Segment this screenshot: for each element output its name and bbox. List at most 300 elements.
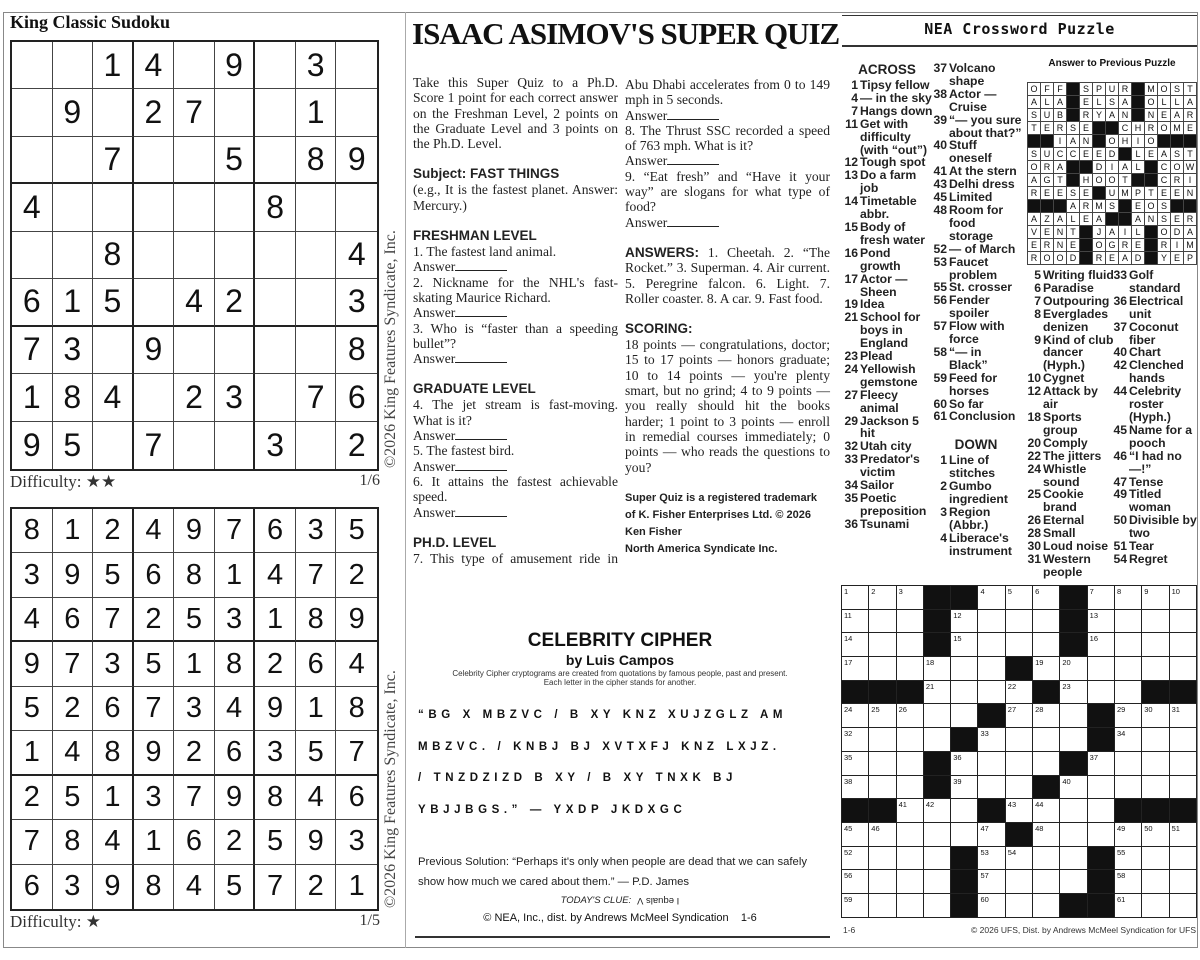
crossword-cell[interactable]: [1170, 633, 1197, 657]
down-clue[interactable]: [930, 532, 1022, 558]
crossword-cell[interactable]: [924, 823, 951, 847]
sudoku-cell: 9: [174, 509, 215, 553]
sudoku-cell[interactable]: [174, 42, 215, 89]
down-clue[interactable]: [1110, 359, 1198, 385]
black-square: [978, 799, 1005, 823]
sudoku-cell: 3: [296, 42, 337, 89]
sudoku-cell[interactable]: [296, 327, 337, 374]
crossword-cell[interactable]: [1033, 847, 1060, 871]
crossword-cell[interactable]: [1006, 847, 1033, 871]
sudoku-cell: 6: [93, 687, 134, 731]
answer-line[interactable]: [413, 351, 618, 366]
crossword-cell[interactable]: [897, 657, 924, 681]
crossword-cell[interactable]: [842, 704, 869, 728]
down-clue[interactable]: [1110, 385, 1198, 424]
crossword-cell[interactable]: [897, 728, 924, 752]
sudoku-cell[interactable]: [255, 232, 296, 279]
crossword-cell[interactable]: [951, 776, 978, 800]
crossword-cell[interactable]: [1142, 657, 1169, 681]
crossword-cell[interactable]: [1088, 586, 1115, 610]
crossword-cell[interactable]: [978, 847, 1005, 871]
answer-cell: N: [1184, 187, 1197, 200]
answer-cell: O: [1041, 252, 1054, 265]
across-clue[interactable]: [841, 389, 933, 415]
clue-text: Writing fluid: [1043, 268, 1114, 282]
black-square: [1060, 586, 1087, 610]
sudoku-cell[interactable]: [255, 89, 296, 136]
sudoku-cell[interactable]: [336, 89, 377, 136]
answer-cell: A: [1106, 109, 1119, 122]
crossword-cell[interactable]: [897, 610, 924, 634]
sudoku-cell[interactable]: [12, 89, 53, 136]
answer-cell: R: [1184, 109, 1197, 122]
down-clue[interactable]: [1024, 295, 1114, 308]
crossword-cell[interactable]: [897, 586, 924, 610]
crossword-cell[interactable]: [1006, 728, 1033, 752]
answer-cell: O: [1158, 122, 1171, 135]
crossword-cell[interactable]: [1142, 847, 1169, 871]
crossword-cell[interactable]: [1060, 823, 1087, 847]
crossword-cell[interactable]: [897, 870, 924, 894]
crossword-cell[interactable]: [1142, 633, 1169, 657]
sudoku-cell: 9: [215, 42, 256, 89]
crossword-cell[interactable]: [1033, 728, 1060, 752]
cell-number: 45: [844, 823, 853, 833]
crossword-cell[interactable]: [924, 728, 951, 752]
down-clue[interactable]: [1110, 514, 1198, 540]
across-clue[interactable]: [930, 204, 1022, 243]
crossword-cell[interactable]: [951, 681, 978, 705]
crossword-cell[interactable]: [1088, 799, 1115, 823]
crossword-cell[interactable]: [1115, 704, 1142, 728]
crossword-cell[interactable]: [1060, 847, 1087, 871]
sudoku-cell: 8: [53, 374, 94, 421]
down-clue[interactable]: [1110, 424, 1198, 450]
across-clue[interactable]: [930, 243, 1022, 256]
across-clue[interactable]: [930, 320, 1022, 346]
crossword-cell[interactable]: [1170, 823, 1197, 847]
crossword-cell[interactable]: [1115, 657, 1142, 681]
crossword-cell[interactable]: [978, 752, 1005, 776]
clue-text: School for boys in England: [860, 310, 921, 351]
crossword-cell[interactable]: [1033, 799, 1060, 823]
crossword-cell[interactable]: [1115, 681, 1142, 705]
crossword-cell[interactable]: [1088, 823, 1115, 847]
sudoku-cell[interactable]: [174, 327, 215, 374]
answer-label: Answer: [413, 504, 456, 520]
crossword-cell[interactable]: [924, 704, 951, 728]
across-clue[interactable]: [841, 79, 933, 92]
clue-text: Region (Abbr.): [949, 505, 991, 532]
crossword-cell[interactable]: [1006, 799, 1033, 823]
crossword-cell[interactable]: [1170, 704, 1197, 728]
answer-cell: G: [1041, 174, 1054, 187]
crossword-cell[interactable]: [1142, 894, 1169, 918]
sudoku-cell[interactable]: [296, 184, 337, 231]
crossword-cell[interactable]: [978, 823, 1005, 847]
crossword-cell[interactable]: [1142, 610, 1169, 634]
crossword-cell[interactable]: [842, 894, 869, 918]
sudoku-cell[interactable]: [215, 327, 256, 374]
crossword-cell[interactable]: [869, 752, 896, 776]
across-clue[interactable]: [841, 350, 933, 363]
crossword-cell[interactable]: [1170, 610, 1197, 634]
sudoku-cell[interactable]: [12, 137, 53, 184]
crossword-cell[interactable]: [1033, 894, 1060, 918]
crossword-cell[interactable]: [1115, 752, 1142, 776]
crossword-cell[interactable]: [924, 657, 951, 681]
crossword-cell[interactable]: [1142, 870, 1169, 894]
crossword-cell[interactable]: [1170, 728, 1197, 752]
crossword-cell[interactable]: [842, 823, 869, 847]
across-clue[interactable]: [841, 92, 933, 105]
crossword-cell[interactable]: [1033, 586, 1060, 610]
crossword-cell[interactable]: [978, 610, 1005, 634]
crossword-cell[interactable]: [842, 657, 869, 681]
crossword-cell[interactable]: [1142, 823, 1169, 847]
answer-line[interactable]: [413, 259, 618, 274]
crossword-cell[interactable]: [869, 657, 896, 681]
crossword-cell[interactable]: [951, 633, 978, 657]
crossword-cell[interactable]: [869, 870, 896, 894]
crossword-cell[interactable]: [1060, 657, 1087, 681]
crossword-cell[interactable]: [1170, 586, 1197, 610]
crossword-cell[interactable]: [897, 633, 924, 657]
down-clue[interactable]: [1024, 269, 1114, 282]
crossword-cell[interactable]: [869, 894, 896, 918]
sudoku-cell: 9: [53, 89, 94, 136]
sudoku-cell[interactable]: [215, 184, 256, 231]
sudoku-cell[interactable]: [93, 422, 134, 469]
down-clue[interactable]: [1110, 488, 1198, 514]
crossword-cell[interactable]: [897, 752, 924, 776]
across-clue[interactable]: [841, 105, 933, 118]
crossword-cell[interactable]: [1142, 704, 1169, 728]
across-clue[interactable]: [930, 114, 1022, 140]
across-clue[interactable]: [841, 415, 933, 441]
crossword-cell[interactable]: [1006, 870, 1033, 894]
crossword-cell[interactable]: [1006, 776, 1033, 800]
crossword-cell[interactable]: [924, 847, 951, 871]
crossword-cell[interactable]: [1088, 610, 1115, 634]
crossword-cell[interactable]: [1170, 657, 1197, 681]
crossword-cell[interactable]: [869, 776, 896, 800]
crossword-cell[interactable]: [1115, 894, 1142, 918]
crossword-cell[interactable]: [924, 681, 951, 705]
crossword-cell[interactable]: [897, 894, 924, 918]
answer-line[interactable]: [625, 215, 830, 230]
crossword-cell[interactable]: [1170, 776, 1197, 800]
crossword-cell[interactable]: [869, 728, 896, 752]
down-clue[interactable]: [1024, 463, 1114, 489]
down-clue[interactable]: [1110, 321, 1198, 347]
crossword-cell[interactable]: [1115, 847, 1142, 871]
crossword-cell[interactable]: [1060, 728, 1087, 752]
crossword-cell[interactable]: [1115, 633, 1142, 657]
sudoku-cell[interactable]: [255, 374, 296, 421]
crossword-cell[interactable]: [1142, 586, 1169, 610]
down-clue[interactable]: [930, 480, 1022, 506]
crossword-cell[interactable]: [978, 586, 1005, 610]
crossword-cell[interactable]: [1006, 704, 1033, 728]
sudoku-cell[interactable]: [255, 327, 296, 374]
answer-cell: E: [1041, 187, 1054, 200]
crossword-cell[interactable]: [978, 633, 1005, 657]
down-clue[interactable]: [1024, 450, 1114, 463]
crossword-cell[interactable]: [1060, 870, 1087, 894]
down-clue[interactable]: [1110, 269, 1198, 295]
answer-cell: J: [1093, 226, 1106, 239]
down-clue[interactable]: [1110, 295, 1198, 321]
crossword-cell[interactable]: [1115, 728, 1142, 752]
crossword-cell[interactable]: [951, 823, 978, 847]
across-clue[interactable]: [841, 247, 933, 273]
crossword-cell[interactable]: [1033, 704, 1060, 728]
sudoku-cell[interactable]: [255, 42, 296, 89]
crossword-cell[interactable]: [1142, 728, 1169, 752]
down-clue[interactable]: [1024, 334, 1114, 373]
answer-cell: I: [1054, 135, 1067, 148]
crossword-cell[interactable]: [924, 894, 951, 918]
down-clue[interactable]: [1024, 553, 1114, 579]
sudoku-cell: 8: [215, 642, 256, 686]
answer-line[interactable]: [413, 505, 618, 520]
answer-line[interactable]: [413, 428, 618, 443]
sudoku-cell[interactable]: [255, 279, 296, 326]
crossword-cell[interactable]: [1115, 776, 1142, 800]
crossword-cell[interactable]: [897, 776, 924, 800]
crossword-cell[interactable]: [978, 776, 1005, 800]
crossword-cell[interactable]: [842, 870, 869, 894]
crossword-cell[interactable]: [869, 847, 896, 871]
crossword-cell[interactable]: [897, 799, 924, 823]
sudoku-cell[interactable]: [215, 89, 256, 136]
crossword-cell[interactable]: [978, 681, 1005, 705]
crossword-cell[interactable]: [1142, 776, 1169, 800]
crossword-cell[interactable]: [869, 704, 896, 728]
crossword-footer-credit: © 2026 UFS, Dist. by Andrews McMeel Syndication for UFS: [971, 925, 1196, 935]
answer-cell: O: [1054, 252, 1067, 265]
sudoku-cell[interactable]: [134, 137, 175, 184]
crossword-cell[interactable]: [1115, 823, 1142, 847]
crossword-cell[interactable]: [1006, 894, 1033, 918]
crossword-cell[interactable]: [951, 799, 978, 823]
clue-text: Actor — Sheen: [860, 271, 908, 299]
crossword-cell[interactable]: [978, 728, 1005, 752]
crossword-cell[interactable]: [924, 870, 951, 894]
down-clue[interactable]: [1024, 540, 1114, 553]
across-clue[interactable]: [841, 195, 933, 221]
down-clue[interactable]: [1024, 308, 1114, 334]
crossword-grid[interactable]: [841, 585, 1197, 918]
crossword-cell[interactable]: [842, 610, 869, 634]
sudoku-puzzle-grid[interactable]: [10, 40, 379, 471]
sudoku-cell[interactable]: [336, 184, 377, 231]
sudoku-cell[interactable]: [134, 232, 175, 279]
crossword-cell[interactable]: [1006, 752, 1033, 776]
crossword-cell[interactable]: [978, 870, 1005, 894]
sudoku-cell: 1: [93, 42, 134, 89]
crossword-cell[interactable]: [1033, 633, 1060, 657]
clue-text: Hangs down: [860, 103, 933, 118]
crossword-cell[interactable]: [978, 894, 1005, 918]
sudoku-cell[interactable]: [134, 374, 175, 421]
crossword-cell[interactable]: [951, 657, 978, 681]
sudoku-cell[interactable]: [93, 89, 134, 136]
crossword-cell[interactable]: [897, 704, 924, 728]
sudoku-cell[interactable]: [215, 232, 256, 279]
answer-cell: A: [1054, 96, 1067, 109]
crossword-cell[interactable]: [1033, 823, 1060, 847]
across-clue[interactable]: [841, 518, 933, 531]
across-clue[interactable]: [841, 273, 933, 299]
answer-cell: E: [1171, 187, 1184, 200]
crossword-cell[interactable]: [897, 847, 924, 871]
crossword-cell[interactable]: [1006, 633, 1033, 657]
crossword-cell[interactable]: [1170, 752, 1197, 776]
across-clue[interactable]: [930, 410, 1022, 423]
crossword-cell[interactable]: [951, 610, 978, 634]
sudoku-cell[interactable]: [174, 422, 215, 469]
sudoku-cell: 2: [336, 553, 377, 597]
across-clue[interactable]: [930, 256, 1022, 282]
crossword-cell[interactable]: [869, 823, 896, 847]
sudoku-cell[interactable]: [296, 422, 337, 469]
crossword-cell[interactable]: [1033, 752, 1060, 776]
sudoku-cell[interactable]: [93, 327, 134, 374]
down-clue[interactable]: [1110, 540, 1198, 553]
crossword-cell[interactable]: [1170, 847, 1197, 871]
across-clue[interactable]: [930, 139, 1022, 165]
crossword-cell[interactable]: [1115, 870, 1142, 894]
sudoku-cell[interactable]: [93, 184, 134, 231]
sudoku-cell[interactable]: [215, 422, 256, 469]
black-square: [1033, 681, 1060, 705]
crossword-cell[interactable]: [869, 633, 896, 657]
crossword-cell[interactable]: [1170, 870, 1197, 894]
sudoku-cell[interactable]: [174, 232, 215, 279]
crossword-cell[interactable]: [1060, 776, 1087, 800]
across-clue[interactable]: [930, 372, 1022, 398]
clue-text: Coconut fiber: [1129, 319, 1179, 347]
down-clue[interactable]: [1024, 488, 1114, 514]
sudoku-cell[interactable]: [255, 137, 296, 184]
across-clue[interactable]: [841, 221, 933, 247]
crossword-cell[interactable]: [1033, 657, 1060, 681]
sudoku-cell[interactable]: [296, 232, 337, 279]
clue-number: 21: [844, 310, 858, 325]
crossword-cell[interactable]: [1006, 586, 1033, 610]
across-clue[interactable]: [841, 118, 933, 157]
sudoku-cell: 9: [12, 422, 53, 469]
sudoku-cell[interactable]: [174, 184, 215, 231]
crossword-cell[interactable]: [924, 799, 951, 823]
crossword-cell[interactable]: [842, 728, 869, 752]
crossword-cell[interactable]: [1088, 681, 1115, 705]
across-clue[interactable]: [930, 294, 1022, 320]
crossword-cell[interactable]: [869, 586, 896, 610]
across-clue[interactable]: [930, 346, 1022, 372]
crossword-cell[interactable]: [951, 704, 978, 728]
crossword-cell[interactable]: [1088, 752, 1115, 776]
crossword-cell[interactable]: [1115, 610, 1142, 634]
across-clue[interactable]: [841, 169, 933, 195]
crossword-cell[interactable]: [1170, 894, 1197, 918]
crossword-cell[interactable]: [1060, 799, 1087, 823]
sudoku-cell: 7: [296, 553, 337, 597]
crossword-cell[interactable]: [1088, 657, 1115, 681]
sudoku-cell[interactable]: [53, 184, 94, 231]
sudoku-cell[interactable]: [12, 42, 53, 89]
down-clue[interactable]: [1110, 553, 1198, 566]
crossword-cell[interactable]: [842, 847, 869, 871]
answer-line[interactable]: [625, 108, 830, 123]
crossword-cell[interactable]: [1033, 870, 1060, 894]
crossword-cell[interactable]: [1060, 704, 1087, 728]
down-clue[interactable]: [1024, 437, 1114, 450]
sudoku-cell[interactable]: [134, 184, 175, 231]
sudoku-cell[interactable]: [336, 42, 377, 89]
across-clue[interactable]: [841, 453, 933, 479]
across-clue[interactable]: [841, 311, 933, 350]
answer-line[interactable]: [413, 305, 618, 320]
sudoku-cell[interactable]: [296, 279, 337, 326]
crossword-cell[interactable]: [1088, 776, 1115, 800]
crossword-cell[interactable]: [1115, 586, 1142, 610]
crossword-cell[interactable]: [1060, 681, 1087, 705]
crossword-cell[interactable]: [869, 610, 896, 634]
crossword-cell[interactable]: [842, 633, 869, 657]
crossword-cell[interactable]: [842, 776, 869, 800]
crossword-cell[interactable]: [842, 752, 869, 776]
crossword-cell[interactable]: [1142, 752, 1169, 776]
crossword-cell[interactable]: [897, 823, 924, 847]
answer-line[interactable]: [413, 459, 618, 474]
down-clue[interactable]: [930, 506, 1022, 532]
divider: [842, 15, 1197, 16]
crossword-cell[interactable]: [1033, 610, 1060, 634]
down-clue[interactable]: [930, 454, 1022, 480]
crossword-cell[interactable]: [978, 657, 1005, 681]
across-clue[interactable]: [930, 88, 1022, 114]
sudoku-cell[interactable]: [53, 42, 94, 89]
sudoku-cell[interactable]: [134, 279, 175, 326]
sudoku-cell[interactable]: [53, 232, 94, 279]
down-clue[interactable]: [1110, 450, 1198, 476]
sudoku-cell[interactable]: [174, 137, 215, 184]
across-clue[interactable]: [841, 492, 933, 518]
crossword-cell[interactable]: [1006, 681, 1033, 705]
cell-number: 46: [871, 823, 880, 833]
sudoku-cell[interactable]: [53, 137, 94, 184]
crossword-cell[interactable]: [1088, 633, 1115, 657]
clue-text: Line of stitches: [949, 453, 996, 481]
crossword-cell[interactable]: [951, 752, 978, 776]
down-clue[interactable]: [1024, 282, 1114, 295]
down-clue[interactable]: [1024, 411, 1114, 437]
sudoku-cell: 2: [134, 89, 175, 136]
answer-line[interactable]: [625, 153, 830, 168]
crossword-cell[interactable]: [842, 586, 869, 610]
across-clue[interactable]: [841, 363, 933, 389]
crossword-cell[interactable]: [1006, 610, 1033, 634]
sudoku-cell[interactable]: [12, 232, 53, 279]
sudoku-cell: 4: [12, 598, 53, 642]
answer-cell: E: [1158, 109, 1171, 122]
sudoku-cell: 3: [255, 731, 296, 775]
across-clue[interactable]: [930, 62, 1022, 88]
down-clue[interactable]: [1024, 385, 1114, 411]
